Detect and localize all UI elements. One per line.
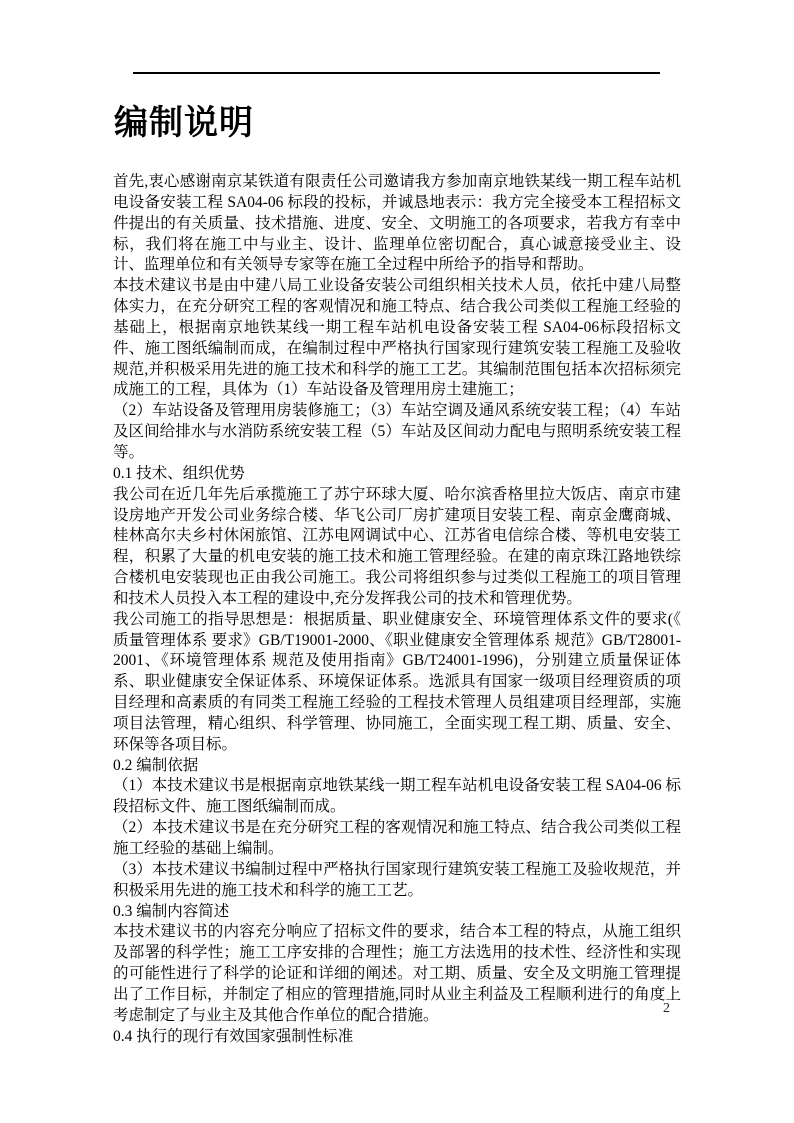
paragraph-basis-item-3: （3）本技术建议书编制过程中严格执行国家现行建筑安装工程施工及验收规范，并积极采用先进的施工技术和科学的施工工艺。 <box>113 860 681 899</box>
page-title: 编制说明 <box>114 104 254 142</box>
paragraph-proposal-basis: 本技术建议书是由中建八局工业设备安装公司组织相关技术人员，依托中建八局整体实力，在充分研究工程的客观情况和施工特点、结合我公司类似工程施工经验的基础上，根据南京地铁某线一期工程车站机电设备安装工程 SA04-06标段招标文件、施工图纸编制而成，在编制过程中严格执行国家现行建筑安装工程施工及验收规范,并积极采用先进的施工技术和科学的施工工艺。其编制范围包括本次招标须完成施工的工程，具体为（1）车站设备及管理用房土建施工； <box>113 277 681 399</box>
paragraph-scope-items: （2）车站设备及管理用房装修施工；（3）车站空调及通风系统安装工程；（4）车站及区间给排水与水消防系统安装工程（5）车站及区间动力配电与照明系统安装工程等。 <box>113 402 681 461</box>
paragraph-intro-thanks: 首先,衷心感谢南京某铁道有限责任公司邀请我方参加南京地铁某线一期工程车站机电设备安装工程 SA04-06 标段的投标，并诚恳地表示：我方完全接受本工程招标文件提出的有关质量、技术措施、进度、安全、文明施工的各项要求，若我方有幸中标，我们将在施工中与业主、设计、监理单位密切配合，真心诚意接受业主、设计、监理单位和有关领导专家等在施工全过程中所给予的指导和帮助。 <box>113 173 681 274</box>
paragraph-basis-item-2: （2）本技术建议书是在充分研究工程的客观情况和施工特点、结合我公司类似工程施工经验的基础上编制。 <box>113 819 681 857</box>
section-heading-0-3: 0.3 编制内容简述 <box>113 902 230 920</box>
section-heading-0-1: 0.1 技术、组织优势 <box>113 464 245 482</box>
page-number: 2 <box>663 1001 670 1016</box>
header-rule <box>133 72 660 74</box>
section-heading-0-2: 0.2 编制依据 <box>113 756 199 774</box>
document-body <box>113 172 681 1047</box>
paragraph-basis-item-1: （1）本技术建议书是根据南京地铁某线一期工程车站机电设备安装工程 SA04-06 标段招标文件、施工图纸编制而成。 <box>113 777 681 816</box>
paragraph-guiding-principles: 我公司施工的指导思想是：根据质量、职业健康安全、环境管理体系文件的要求(《 质量管理体系 要求》GB/T19001-2000、《职业健康安全管理体系 规范》GB/T28001-2001、《环境管理体系 规范及使用指南》GB/T24001-1996)，分别建立质量保证体系、职业健康安全保证体系、环境保证体系。选派具有国家一级项目经理资质的项目经理和高素质的有同类工程施工经验的工程技术管理人员组建项目经理部，实施项目法管理，精心组织、科学管理、协同施工，全面实现工程工期、质量、安全、环保等各项目标。 <box>113 610 681 753</box>
section-heading-0-4: 0.4 执行的现行有效国家强制性标准 <box>113 1027 354 1045</box>
paragraph-company-experience: 我公司在近几年先后承揽施工了苏宁环球大厦、哈尔滨香格里拉大饭店、南京市建设房地产开发公司业务综合楼、华飞公司厂房扩建项目安装工程、南京金鹰商城、桂林高尔夫乡村休闲旅馆、江苏电网调试中心、江苏省电信综合楼、等机电安装工程，积累了大量的机电安装的施工技术和施工管理经验。在建的南京珠江路地铁综合楼机电安装现也正由我公司施工。我公司将组织参与过类似工程施工的项目管理和技术人员投入本工程的建设中,充分发挥我公司的技术和管理优势。 <box>113 485 681 607</box>
paragraph-content-summary: 本技术建议书的内容充分响应了招标文件的要求，结合本工程的特点，从施工组织及部署的科学性；施工工序安排的合理性；施工方法选用的技术性、经济性和实现的可能性进行了科学的论证和详细的阐述。对工期、质量、安全及文明施工管理提出了工作目标，并制定了相应的管理措施,同时从业主利益及工程顺利进行的角度上考虑制定了与业主及其他合作单位的配合措施。 <box>113 923 681 1024</box>
